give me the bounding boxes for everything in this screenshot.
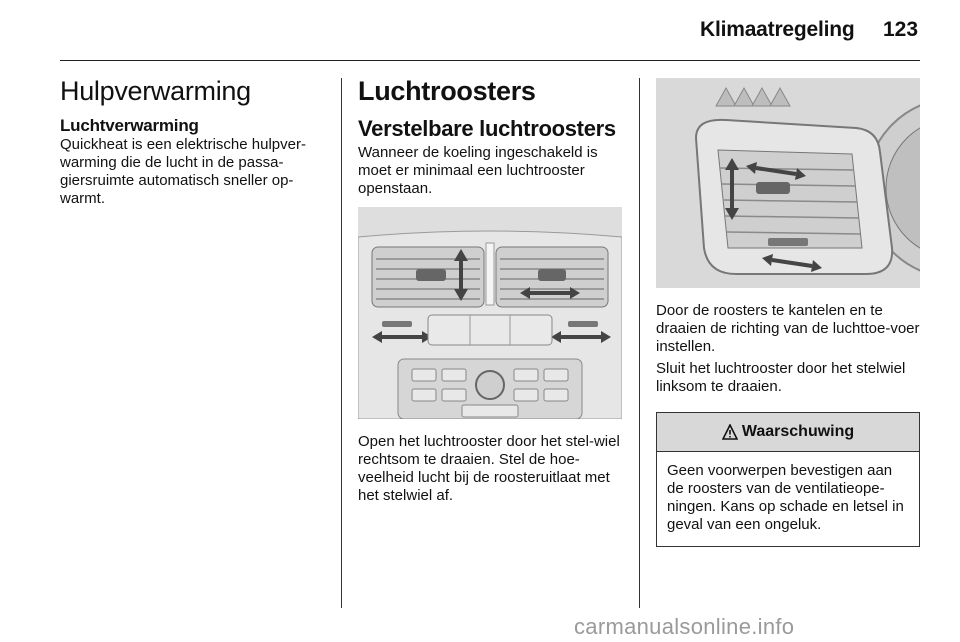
page-header-title: Klimaatregeling (700, 18, 855, 41)
warning-box (656, 412, 920, 547)
column-3 (656, 78, 920, 547)
watermark: carmanualsonline.info (574, 614, 795, 639)
subheading-verstelbare-luchtroosters: Verstelbare luchtroosters (358, 116, 616, 141)
column-2 (358, 74, 626, 505)
column-divider-left (341, 78, 342, 608)
paragraph-quickheat: Quickheat is een elektrische hulpver-warming die de lucht in de passa-giersruimte automatisch sneller op-warmt. (60, 136, 306, 207)
warning-title: Waarschuwing (741, 423, 855, 440)
header-rule (60, 60, 920, 61)
figure-side-vent (656, 78, 920, 288)
left-vent-thumbwheel (416, 269, 446, 281)
side-vent-illustration (656, 78, 920, 288)
paragraph-sluit: Sluit het luchtrooster door het stelwiel linksom te draaien. (656, 360, 906, 395)
section-heading-hulpverwarming: Hulpverwarming (60, 76, 251, 106)
right-vent-thumbwheel (538, 269, 566, 281)
warning-header (657, 413, 919, 452)
page-number: 123 (883, 18, 919, 41)
warning-text: Geen voorwerpen bevestigen aan de roosters van de ventilatieope-ningen. Kans op schade en letsel in geval van een ongeluk. (667, 462, 904, 533)
paragraph-kantelen: Door de roosters te kantelen en te draaien de richting van de luchttoe-voer instellen. (656, 302, 920, 355)
paragraph-open-luchtrooster: Open het luchtrooster door het stel-wiel rechtsom te draaien. Stel de hoe-veelheid lucht bij de roosteruitlaat met het stelwiel af. (358, 433, 620, 504)
figure-center-vents (358, 207, 622, 419)
column-1 (60, 74, 330, 208)
paragraph-koeling: Wanneer de koeling ingeschakeld is moet er minimaal een luchtrooster openstaan. (358, 144, 598, 197)
section-heading-luchtroosters: Luchtroosters (358, 76, 536, 106)
subheading-luchtverwarming: Luchtverwarming (60, 116, 199, 135)
side-vent-thumbwheel (756, 182, 790, 194)
warning-icon (722, 424, 738, 440)
column-divider-right (639, 78, 640, 608)
center-vents-illustration (358, 207, 622, 419)
